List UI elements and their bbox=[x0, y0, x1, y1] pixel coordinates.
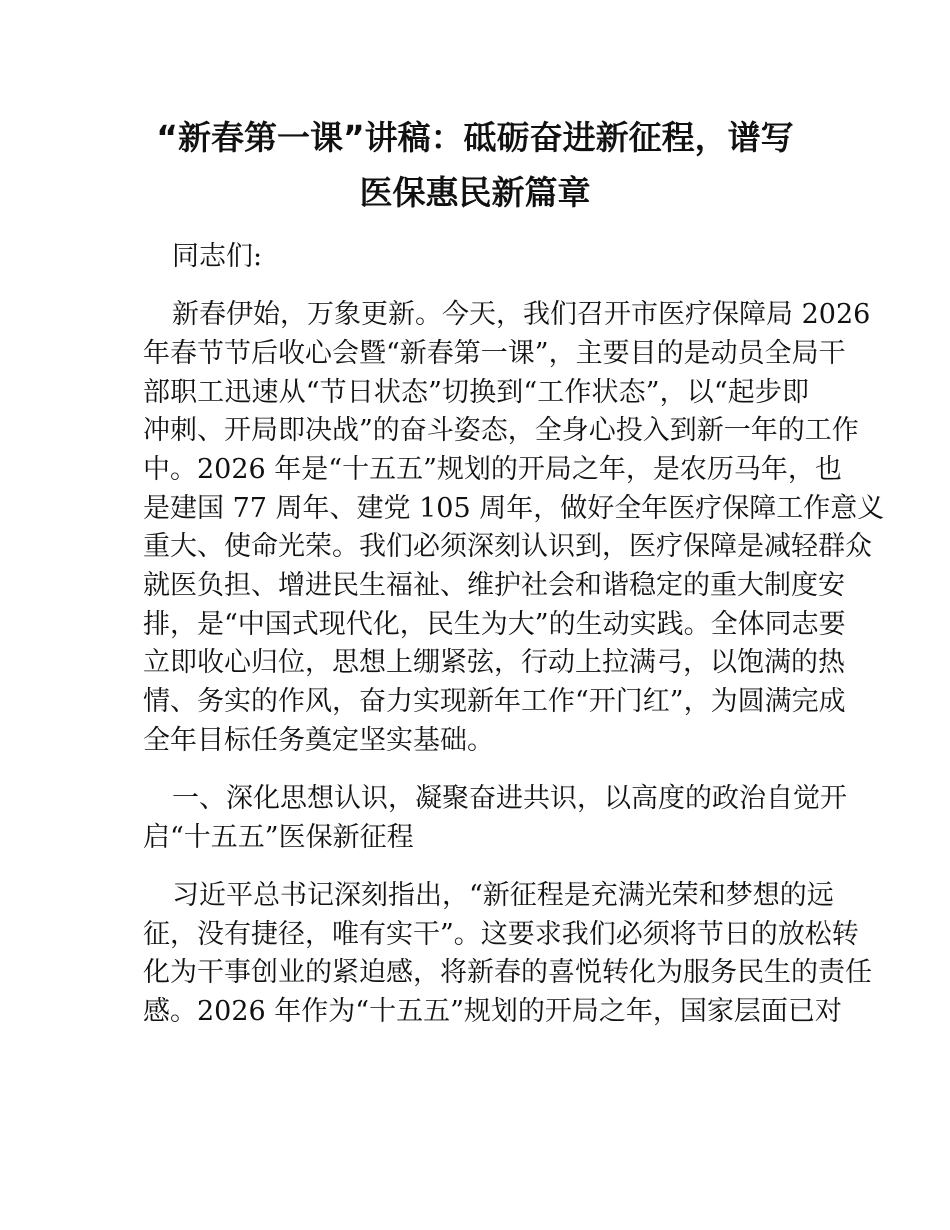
text-line: 冲刺、开局即决战”的奋斗姿态，全身心投入到新一年的工作 bbox=[143, 415, 859, 447]
text-line: 情、务实的作风，奋力实现新年工作“开门红”，为圆满完成 bbox=[143, 686, 846, 718]
salutation bbox=[143, 238, 809, 277]
text-line: 同志们: bbox=[172, 241, 263, 272]
text-line: 中。2026 年是“十五五”规划的开局之年，是农历马年，也 bbox=[143, 453, 842, 485]
text-line: 化为干事创业的紧迫感，将新春的喜悦转化为服务民生的责任 bbox=[143, 957, 872, 989]
text-line: 感。2026 年作为“十五五”规划的开局之年，国家层面已对 bbox=[143, 995, 842, 1027]
text-line: 年春节节后收心会暨“新春第一课”，主要目的是动员全局干 bbox=[143, 337, 846, 369]
paragraph bbox=[143, 296, 885, 760]
text-line: 全年目标任务奠定坚实基础。 bbox=[143, 724, 494, 756]
title-line: 医保惠民新篇章 bbox=[359, 173, 591, 212]
text-line: 部职工迅速从“节日状态”切换到“工作状态”，以“起步即 bbox=[143, 376, 809, 408]
text-line: 是建国 77 周年、建党 105 周年，做好全年医疗保障工作意义 bbox=[143, 492, 885, 524]
text-line: 一、深化思想认识，凝聚奋进共识，以高度的政治自觉开 bbox=[172, 782, 847, 814]
document-body bbox=[143, 238, 885, 1051]
text-line: 新春伊始，万象更新。今天，我们召开市医疗保障局 2026 bbox=[172, 299, 871, 331]
text-line: 重大、使命光荣。我们必须深刻认识到，医疗保障是减轻群众 bbox=[143, 531, 872, 563]
title-line: “新春第一课”讲稿：砥砺奋进新征程，谱写 bbox=[156, 118, 794, 157]
text-line: 习近平总书记深刻指出，“新征程是充满光荣和梦想的远 bbox=[172, 879, 834, 911]
text-line: 立即收心归位，思想上绷紧弦，行动上拉满弓，以饱满的热 bbox=[143, 647, 845, 679]
text-line: 征，没有捷径，唯有实干”。这要求我们必须将节日的放松转 bbox=[143, 918, 859, 950]
text-line: 启“十五五”医保新征程 bbox=[143, 821, 414, 853]
document-title bbox=[140, 110, 810, 220]
section-heading bbox=[143, 780, 847, 857]
text-line: 就医负担、增进民生福祉、维护社会和谐稳定的重大制度安 bbox=[143, 570, 845, 601]
paragraph bbox=[143, 877, 872, 1032]
text-line: 排，是“中国式现代化，民生为大”的生动实践。全体同志要 bbox=[143, 608, 846, 640]
